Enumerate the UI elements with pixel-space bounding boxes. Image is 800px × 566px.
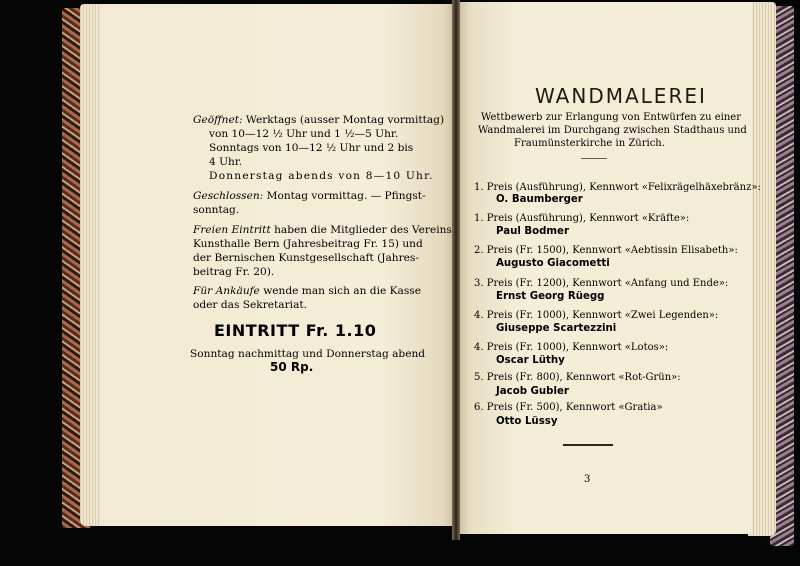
prize-winner: Ernst Georg Rüegg: [496, 291, 605, 302]
page-stack-right: [748, 2, 776, 536]
closed-line: Montag vormittag. — Pfingst-: [266, 190, 426, 202]
opening-hours-line: Donnerstag abends von 8—10 Uhr.: [209, 170, 434, 182]
prize-winner: Oscar Lüthy: [496, 355, 565, 366]
closed-line: sonntag.: [193, 204, 240, 216]
prize-line: 4. Preis (Fr. 1000), Kennwort «Zwei Legenden»:: [474, 310, 719, 321]
free-admission-label: Freien Eintritt: [193, 224, 271, 236]
prize-line: 3. Preis (Fr. 1200), Kennwort «Anfang und Ende»:: [474, 278, 729, 289]
book-gutter: [452, 0, 460, 540]
prize-line: 4. Preis (Fr. 1000), Kennwort «Lotos»:: [474, 342, 669, 353]
opening-hours-line: Werktags (ausser Montag vormittag): [245, 114, 445, 126]
prize-winner: Otto Lüssy: [496, 416, 558, 427]
intro-line: Wandmalerei im Durchgang zwischen Stadthaus und: [478, 125, 747, 136]
prize-winner: Giuseppe Scartezzini: [496, 323, 617, 334]
opening-hours-label: Geöffnet:: [193, 114, 243, 126]
free-admission-line: Kunsthalle Bern (Jahresbeitrag Fr. 15) und: [193, 238, 423, 250]
closing-rule: [563, 444, 613, 446]
page-number: 3: [584, 474, 591, 485]
prize-winner: Paul Bodmer: [496, 226, 569, 237]
opening-hours-line: Sonntags von 10—12 ½ Uhr und 2 bis: [209, 142, 414, 154]
purchase-label: Für Ankäufe: [193, 285, 260, 297]
opening-hours-line: 4 Uhr.: [209, 156, 243, 168]
prize-line: 1. Preis (Ausführung), Kennwort «Kräfte»:: [474, 213, 690, 224]
free-admission-line: beitrag Fr. 20).: [193, 266, 275, 278]
prize-line: 6. Preis (Fr. 500), Kennwort «Gratia»: [474, 402, 663, 413]
prize-winner: Augusto Giacometti: [496, 258, 610, 269]
prize-winner: Jacob Gubler: [496, 386, 569, 397]
free-admission-line: haben die Mitglieder des Vereins: [274, 224, 452, 236]
prize-line: 5. Preis (Fr. 800), Kennwort «Rot-Grün»:: [474, 372, 681, 383]
closed-label: Geschlossen:: [193, 190, 264, 202]
page-title: WANDMALEREI: [535, 84, 707, 108]
purchase-line: wende man sich an die Kasse: [263, 285, 421, 297]
prize-line: 2. Preis (Fr. 1500), Kennwort «Aebtissin Elisabeth»:: [474, 245, 738, 256]
admission-price: 50 Rp.: [270, 360, 314, 374]
left-page: [100, 4, 454, 526]
admission-title: EINTRITT Fr. 1.10: [214, 321, 377, 340]
prize-winner: O. Baumberger: [496, 194, 583, 205]
admission-schedule: Sonntag nachmittag und Donnerstag abend: [190, 348, 426, 360]
purchase-line: oder das Sekretariat.: [193, 299, 308, 311]
intro-line: Fraumünsterkirche in Zürich.: [514, 138, 665, 149]
divider: [581, 158, 607, 159]
opening-hours-line: von 10—12 ½ Uhr und 1 ½—5 Uhr.: [209, 128, 399, 140]
free-admission-line: der Bernischen Kunstgesellschaft (Jahres-: [193, 252, 419, 264]
prize-line: 1. Preis (Ausführung), Kennwort «Felixrägelhäxebränz»:: [474, 182, 761, 193]
intro-line: Wettbewerb zur Erlangung von Entwürfen zu einer: [481, 112, 741, 123]
